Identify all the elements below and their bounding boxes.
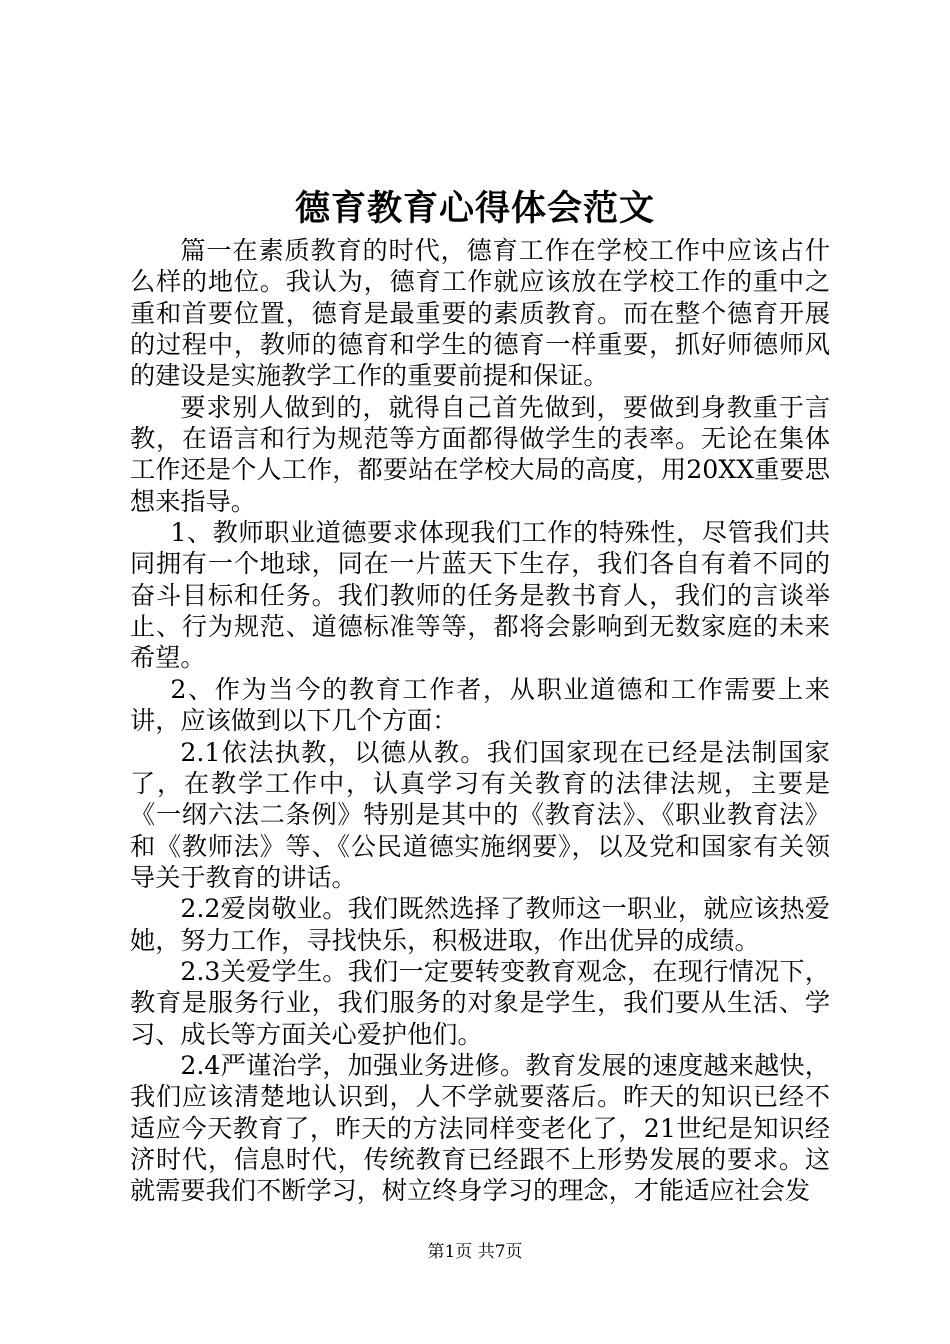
document-body <box>130 235 830 1207</box>
paragraph: 2、作为当今的教育工作者，从职业道德和工作需要上来讲，应该做到以下几个方面： <box>130 674 830 736</box>
paragraph: 2.2爱岗敬业。我们既然选择了教师这一职业，就应该热爱她，努力工作，寻找快乐，积极进取，作出优异的成绩。 <box>130 894 830 955</box>
paragraph: 2.1依法执教，以德从教。我们国家现在已经是法制国家了，在教学工作中，认真学习有关教育的法律法规，主要是《一纲六法二条例》特别是其中的《教育法》、《职业教育法》和《教师法》等、《公民道德实施纲要》，以及党和国家有关领导关于教育的讲话。 <box>130 737 830 892</box>
page-number-footer: 第1页 共7页 <box>427 1242 523 1262</box>
page-title: 德育教育心得体会范文 <box>294 188 655 229</box>
paragraph: 1、教师职业道德要求体现我们工作的特殊性，尽管我们共同拥有一个地球，同在一片蓝天下生存，我们各自有着不同的奋斗目标和任务。我们教师的任务是教书育人，我们的言谈举止、行为规范、道德标准等等，都将会影响到无数家庭的未来希望。 <box>130 518 830 673</box>
paragraph: 篇一在素质教育的时代，德育工作在学校工作中应该占什么样的地位。我认为，德育工作就应该放在学校工作的重中之重和首要位置，德育是最重要的素质教育。而在整个德育开展的过程中，教师的德育和学生的德育一样重要，抓好师德师风的建设是实施教学工作的重要前提和保证。 <box>130 236 830 391</box>
paragraph: 2.4严谨治学，加强业务进修。教育发展的速度越来越快，我们应该清楚地认识到，人不学就要落后。昨天的知识已经不适应今天教育了，昨天的方法同样变老化了，21世纪是知识经济时代，信息时代，传统教育已经跟不上形势发展的要求。这就需要我们不断学习，树立终身学习的理念，才能适应社会发 <box>130 1050 830 1206</box>
paragraph: 2.3关爱学生。我们一定要转变教育观念，在现行情况下，教育是服务行业，我们服务的对象是学生，我们要从生活、学习、成长等方面关心爱护他们。 <box>130 956 830 1049</box>
paragraph: 要求别人做到的，就得自己首先做到，要做到身教重于言教，在语言和行为规范等方面都得做学生的表率。无论在集体工作还是个人工作，都要站在学校大局的高度，用20XX重要思想来指导。 <box>130 392 830 516</box>
